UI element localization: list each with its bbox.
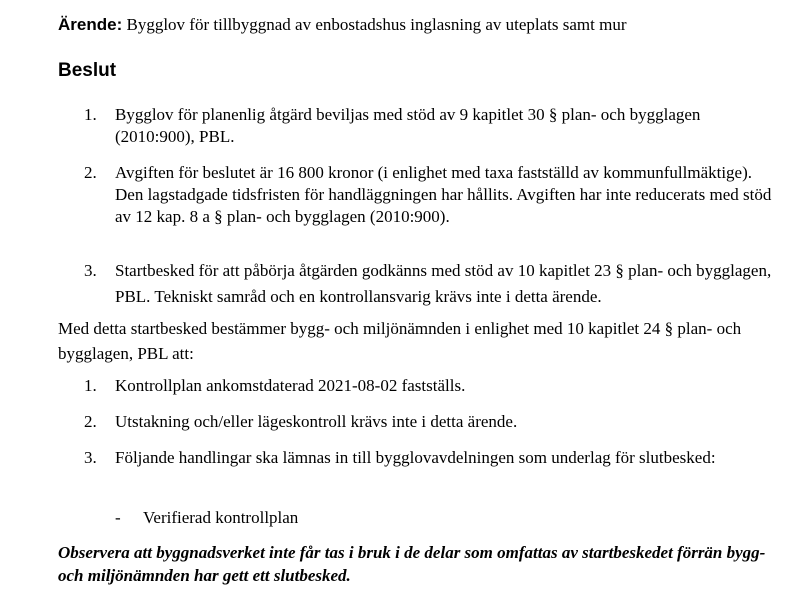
- decision-item-number: 2.: [84, 163, 97, 182]
- condition-item: [84, 411, 784, 433]
- case-subject-label: Ärende:: [58, 15, 123, 34]
- condition-item: [84, 375, 784, 397]
- decision-item: [84, 104, 784, 148]
- condition-item: [84, 447, 724, 469]
- case-subject-text: Bygglov för tillbyggnad av enbostadshus inglasning av uteplats samt mur: [126, 15, 627, 34]
- decision-heading: Beslut: [58, 60, 117, 81]
- document-list-item: [115, 507, 298, 529]
- condition-item-number: 2.: [84, 412, 97, 431]
- decision-item-number: 1.: [84, 105, 97, 124]
- decision-item: [84, 258, 784, 310]
- condition-item-number: 1.: [84, 376, 97, 395]
- dash-bullet: -: [115, 508, 121, 527]
- startbesked-intro: Med detta startbesked bestämmer bygg- och miljönämnden i enlighet med 10 kapitlet 24 § plan- och bygglagen, PBL att:: [58, 319, 742, 363]
- decision-item-text: Startbesked för att påbörja åtgärden godkänns med stöd av 10 kapitlet 23 § plan- och bygglagen, PBL. Tekniskt samråd och en kontrollansvarig krävs inte i detta ärende.: [115, 261, 772, 306]
- case-subject: [58, 14, 627, 36]
- condition-item-number: 3.: [84, 448, 97, 467]
- decision-item: [84, 162, 784, 228]
- decision-item-text: Avgiften för beslutet är 16 800 kronor (i enlighet med taxa fastställd av kommunfullmäktige). Den lagstadgade tidsfristen för handläggningen har hållits. Avgiften har inte reducerats med stöd av 12 kap. 8 a § plan- och bygglagen (2010:900).: [115, 163, 772, 226]
- decision-item-text: Bygglov för planenlig åtgärd beviljas med stöd av 9 kapitlet 30 § plan- och bygglagen (2010:900), PBL.: [115, 105, 701, 146]
- decision-item-number: 3.: [84, 261, 97, 280]
- condition-item-text: Kontrollplan ankomstdaterad 2021-08-02 fastställs.: [115, 376, 466, 395]
- document-list-item-text: Verifierad kontrollplan: [143, 508, 299, 527]
- final-notice: Observera att byggnadsverket inte får tas i bruk i de delar som omfattas av startbeskedet förrän bygg- och miljönämnden har gett ett slutbesked.: [58, 543, 766, 585]
- condition-item-text: Följande handlingar ska lämnas in till bygglovavdelningen som underlag för slutbesked:: [115, 448, 716, 467]
- condition-item-text: Utstakning och/eller lägeskontroll krävs inte i detta ärende.: [115, 412, 518, 431]
